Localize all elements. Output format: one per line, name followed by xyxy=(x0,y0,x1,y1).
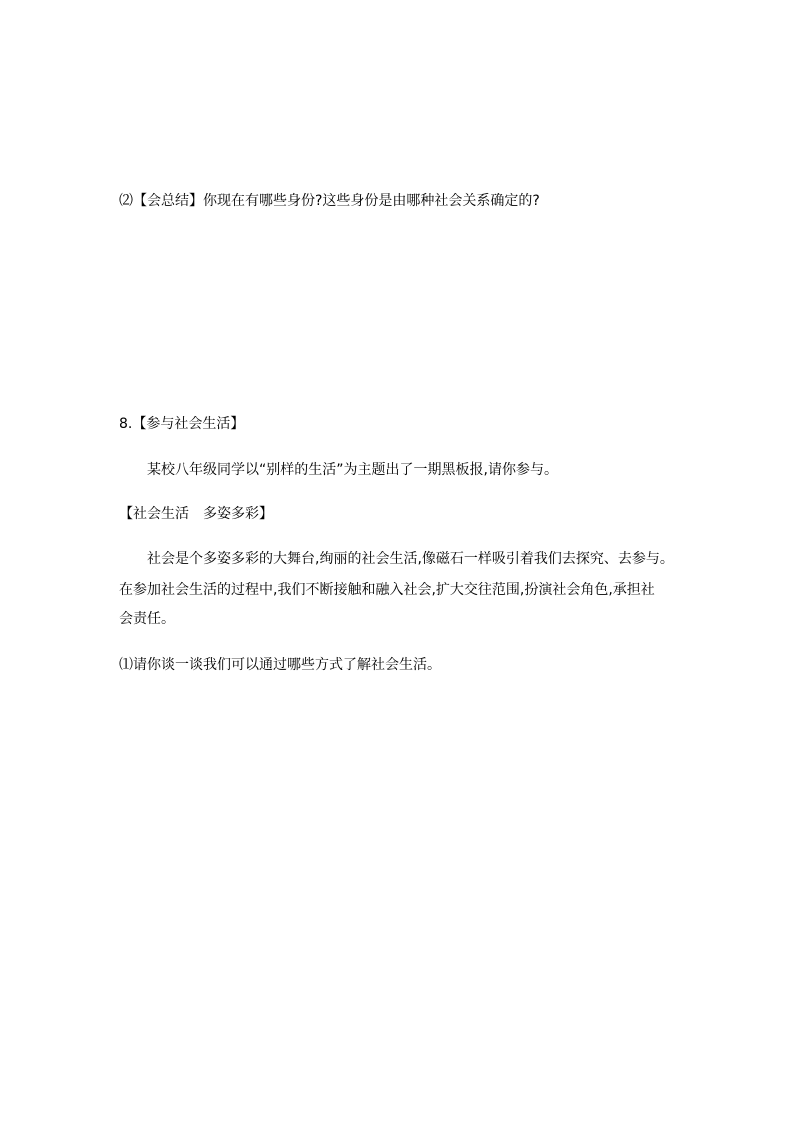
question-7-part-2: ⑵【会总结】你现在有哪些身份?这些身份是由哪种社会关系确定的? xyxy=(119,193,540,209)
question-8-part-1: ⑴请你谈一谈我们可以通过哪些方式了解社会生活。 xyxy=(119,657,441,673)
question-8-intro: 某校八年级同学以“别样的生活”为主题出了一期黑板报,请你参与。 xyxy=(147,462,558,478)
question-8-heading: 8.【参与社会生活】 xyxy=(119,416,245,432)
paragraph-line-3: 会责任。 xyxy=(119,611,175,627)
section-title: 【社会生活 多姿多彩】 xyxy=(119,506,273,522)
paragraph-line-1: 社会是个多姿多彩的大舞台,绚丽的社会生活,像磁石一样吸引着我们去探究、去参与。 xyxy=(147,551,674,567)
paragraph-line-2: 在参加社会生活的过程中,我们不断接触和融入社会,扩大交往范围,扮演社会角色,承担社 xyxy=(119,582,655,598)
